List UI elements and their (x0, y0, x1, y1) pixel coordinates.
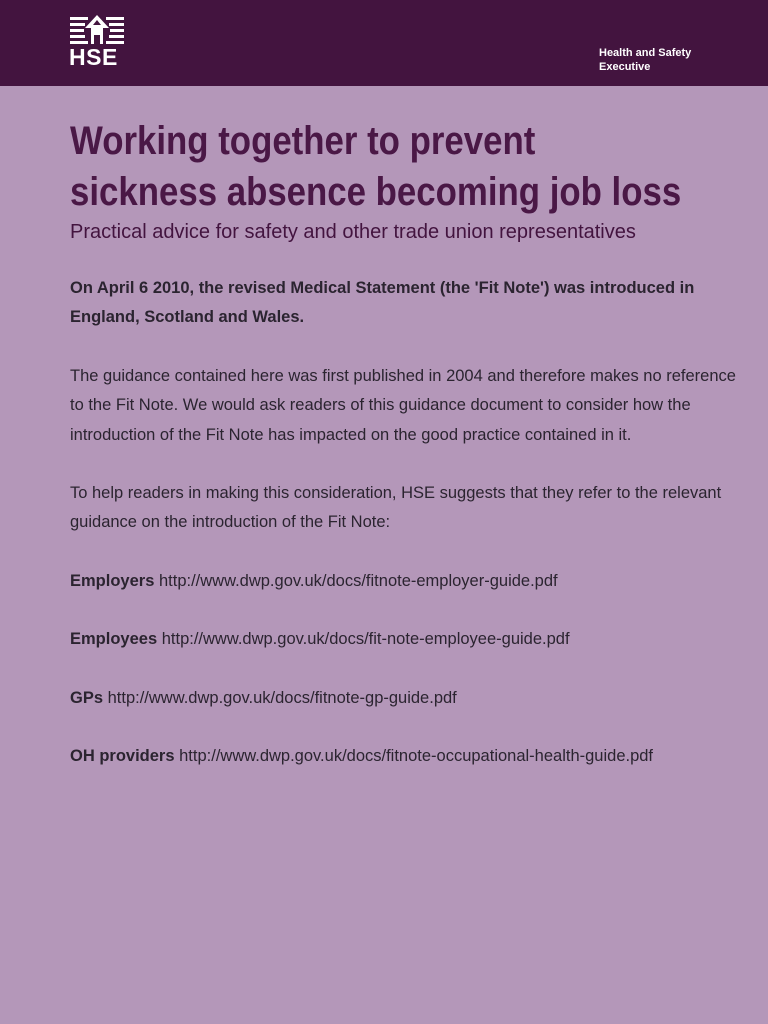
hse-emblem-icon (70, 15, 124, 45)
employees-guide-link[interactable]: http://www.dwp.gov.uk/docs/fit-note-employee-guide.pdf (161, 630, 570, 649)
logo-text: HSE (69, 44, 118, 70)
link-label: Employees (70, 630, 162, 649)
document-subtitle: Practical advice for safety and other trade union representatives (70, 221, 636, 243)
oh-providers-guide-link[interactable]: http://www.dwp.gov.uk/docs/fitnote-occupational-health-guide.pdf (179, 747, 654, 766)
document-title (70, 116, 682, 218)
employers-guide-link[interactable]: http://www.dwp.gov.uk/docs/fitnote-employer-guide.pdf (158, 571, 558, 590)
link-label: Employers (70, 571, 159, 590)
link-row-oh-providers (70, 742, 740, 771)
organisation-name (599, 46, 739, 74)
organisation-name-line2: Executive (599, 61, 651, 73)
link-label: OH providers (70, 747, 180, 766)
document-title-line2: sickness absence becoming job loss (70, 170, 682, 214)
document-title-line1: Working together to prevent (70, 119, 536, 163)
fit-note-notice: On April 6 2010, the revised Medical Statement (the 'Fit Note') was introduced in England, Scotland and Wales. (70, 279, 695, 327)
guidance-paragraph: The guidance contained here was first published in 2004 and therefore makes no reference to the Fit Note. We would ask readers of this guidance document to consider how the introduction of the Fit Note has impacted on the good practice contained in it. (70, 366, 736, 444)
link-row-employers (70, 567, 740, 596)
organisation-name-line1: Health and Safety (599, 47, 692, 59)
link-row-gps (70, 684, 740, 713)
link-label: GPs (70, 688, 108, 707)
hse-logo (70, 15, 126, 68)
reference-paragraph: To help readers in making this consideration, HSE suggests that they refer to the relevant guidance on the introduction of the Fit Note: (70, 484, 722, 532)
header-bar (0, 0, 768, 86)
link-row-employees (70, 625, 740, 654)
document-body (70, 274, 740, 800)
gp-guide-link[interactable]: http://www.dwp.gov.uk/docs/fitnote-gp-guide.pdf (107, 688, 457, 707)
